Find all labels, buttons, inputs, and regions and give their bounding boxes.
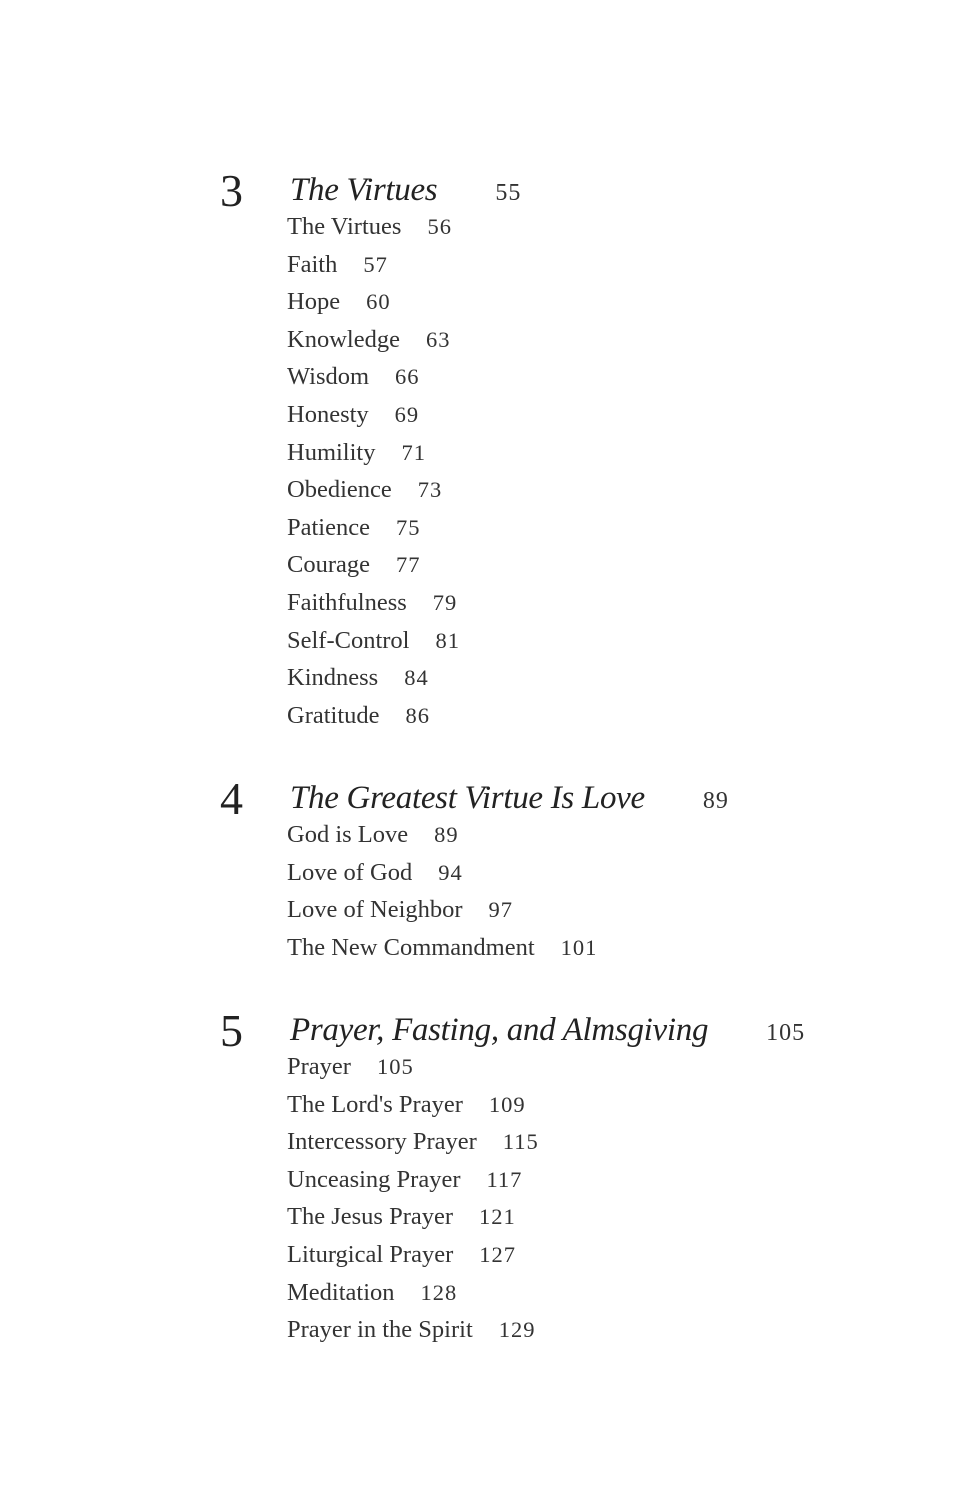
entry-title: Honesty — [287, 400, 369, 428]
section-list — [287, 208, 460, 734]
toc-entry[interactable] — [287, 1236, 539, 1274]
entry-title: Courage — [287, 551, 370, 579]
toc-entry[interactable] — [287, 434, 460, 472]
entry-page-number: 57 — [363, 251, 388, 277]
entry-page-number: 101 — [560, 934, 598, 960]
toc-entry[interactable] — [287, 1274, 539, 1312]
entry-page-number: 66 — [395, 364, 420, 390]
entry-page-number: 115 — [502, 1129, 539, 1155]
toc-entry[interactable] — [287, 891, 597, 929]
toc-entry[interactable] — [287, 816, 597, 854]
entry-title: Unceasing Prayer — [287, 1165, 461, 1193]
entry-page-number: 84 — [404, 665, 429, 691]
entry-title: Prayer in the Spirit — [287, 1316, 473, 1344]
entry-title: Self-Control — [287, 626, 410, 654]
entry-page-number: 129 — [498, 1317, 536, 1343]
entry-title: Meditation — [287, 1278, 395, 1306]
entry-page-number: 73 — [417, 477, 443, 503]
entry-page-number: 69 — [394, 401, 420, 427]
chapter-page-number: 105 — [766, 1020, 806, 1046]
chapter-number: 5 — [220, 1005, 243, 1056]
entry-page-number: 127 — [479, 1241, 516, 1267]
toc-entry[interactable] — [287, 208, 460, 246]
entry-title: Liturgical Prayer — [287, 1240, 454, 1268]
entry-title: Intercessory Prayer — [287, 1128, 477, 1156]
chapter-title: The Virtues — [290, 172, 438, 208]
chapter-heading[interactable] — [290, 172, 521, 209]
entry-page-number: 81 — [435, 627, 460, 653]
entry-title: Knowledge — [287, 325, 400, 353]
entry-page-number: 77 — [396, 552, 421, 578]
entry-title: Gratitude — [287, 701, 380, 729]
section-list — [287, 816, 597, 966]
toc-entry[interactable] — [287, 1198, 539, 1236]
chapter-number: 4 — [220, 773, 243, 824]
toc-entry[interactable] — [287, 1048, 539, 1086]
entry-title: The Lord's Prayer — [287, 1090, 463, 1118]
entry-page-number: 89 — [434, 822, 459, 847]
entry-page-number: 97 — [488, 897, 514, 923]
toc-entry[interactable] — [287, 622, 460, 660]
toc-entry[interactable] — [287, 1161, 539, 1199]
toc-entry[interactable] — [287, 697, 460, 735]
entry-page-number: 105 — [376, 1054, 414, 1079]
entry-title: Faith — [287, 250, 338, 278]
entry-page-number: 75 — [396, 514, 421, 540]
chapter-number: 3 — [220, 165, 243, 216]
entry-title: Wisdom — [287, 363, 370, 391]
entry-title: Love of Neighbor — [287, 896, 463, 924]
entry-title: Prayer — [287, 1053, 351, 1080]
toc-entry[interactable] — [287, 929, 597, 967]
entry-page-number: 86 — [405, 702, 431, 728]
chapter-heading[interactable] — [290, 1012, 805, 1049]
toc-entry[interactable] — [287, 1086, 539, 1124]
toc-entry[interactable] — [287, 246, 460, 284]
chapter-title: The Greatest Virtue Is Love — [290, 780, 645, 816]
section-list — [287, 1048, 539, 1349]
chapter-heading[interactable] — [290, 780, 729, 817]
entry-title: Humility — [287, 438, 376, 466]
toc-entry[interactable] — [287, 1123, 539, 1161]
entry-title: Obedience — [287, 476, 392, 504]
toc-entry[interactable] — [287, 546, 460, 584]
entry-title: The New Commandment — [287, 933, 535, 961]
entry-title: The Virtues — [287, 213, 402, 240]
toc-entry[interactable] — [287, 659, 460, 697]
entry-page-number: 117 — [486, 1166, 523, 1192]
entry-page-number: 121 — [479, 1204, 516, 1230]
toc-entry[interactable] — [287, 509, 460, 547]
entry-page-number: 56 — [427, 214, 452, 239]
toc-entry[interactable] — [287, 1311, 539, 1349]
entry-title: Faithfulness — [287, 588, 407, 616]
chapter-page-number: 55 — [495, 180, 522, 206]
entry-page-number: 79 — [432, 589, 458, 615]
entry-title: The Jesus Prayer — [287, 1203, 454, 1231]
entry-title: Hope — [287, 288, 341, 316]
chapter-title: Prayer, Fasting, and Almsgiving — [290, 1012, 709, 1048]
entry-page-number: 109 — [488, 1091, 526, 1117]
toc-entry[interactable] — [287, 854, 597, 892]
entry-page-number: 71 — [401, 439, 426, 465]
toc-entry[interactable] — [287, 321, 460, 359]
toc-entry[interactable] — [287, 584, 460, 622]
toc-entry[interactable] — [287, 358, 460, 396]
toc-entry[interactable] — [287, 471, 460, 509]
entry-page-number: 63 — [425, 326, 451, 352]
entry-title: God is Love — [287, 821, 409, 848]
entry-title: Kindness — [287, 664, 379, 692]
entry-title: Patience — [287, 513, 370, 541]
chapter-page-number: 89 — [702, 788, 729, 814]
entry-page-number: 128 — [420, 1279, 458, 1305]
toc-entry[interactable] — [287, 283, 460, 321]
entry-page-number: 94 — [438, 859, 463, 885]
toc-entry[interactable] — [287, 396, 460, 434]
entry-title: Love of God — [287, 858, 413, 886]
entry-page-number: 60 — [366, 289, 391, 315]
